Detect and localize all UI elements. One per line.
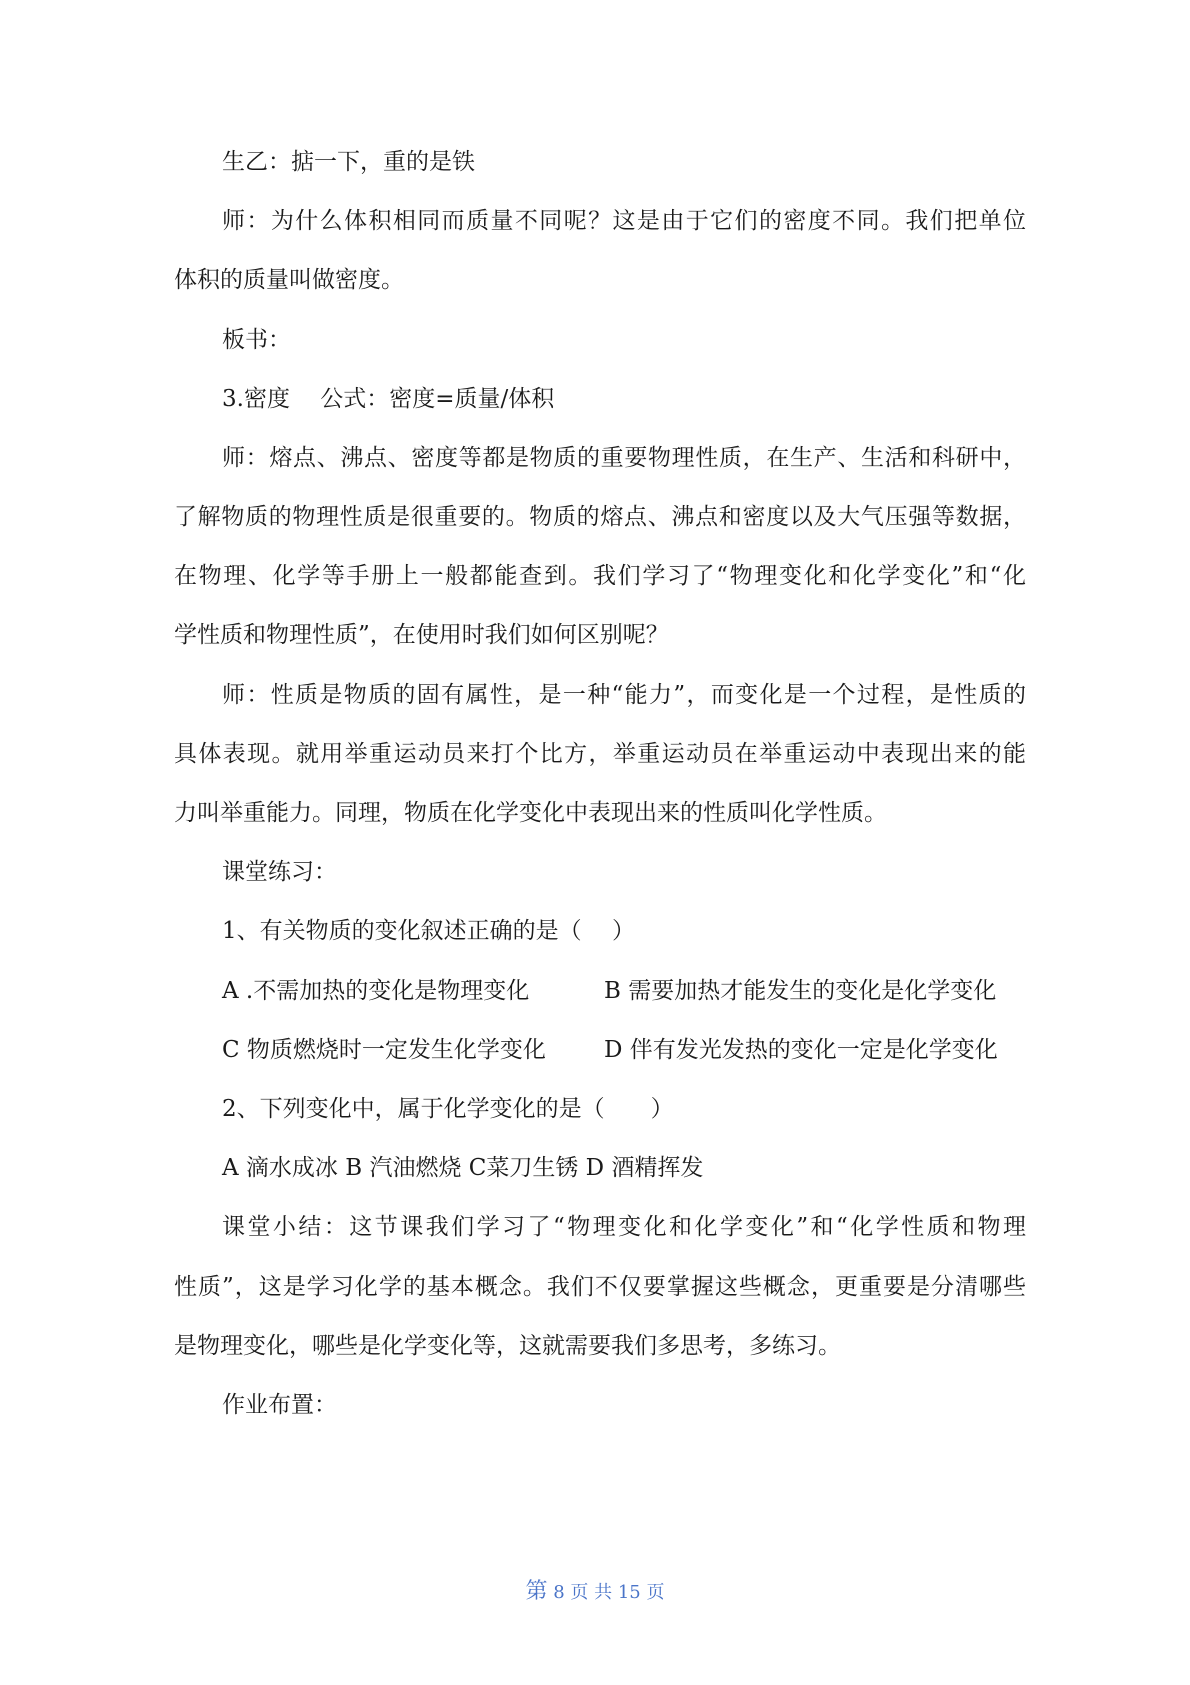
paragraph-line: 力叫举重能力。同理，物质在化学变化中表现出来的性质叫化学性质。	[174, 800, 887, 826]
paragraph-line: 具体表现。就用举重运动员来打个比方，举重运动员在举重运动中表现出来的能	[174, 741, 1026, 767]
paragraph-line: 了解物质的物理性质是很重要的。物质的熔点、沸点和密度以及大气压强等数据，	[174, 504, 1026, 530]
footer-page-info: 8 页 共 15 页	[547, 1582, 665, 1603]
section-heading: 作业布置：	[222, 1392, 337, 1418]
question-line: 1、有关物质的变化叙述正确的是（ ）	[222, 918, 635, 944]
section-heading: 课堂练习：	[222, 859, 337, 885]
formula-line: 3.密度 公式：密度=质量/体积	[222, 386, 555, 412]
option-d: D 伴有发光发热的变化一定是化学变化	[604, 1037, 998, 1063]
paragraph-line: 师：性质是物质的固有属性，是一种“能力”，而变化是一个过程，是性质的	[222, 682, 1026, 708]
paragraph-line: 在物理、化学等手册上一般都能查到。我们学习了“物理变化和化学变化”和“化	[174, 563, 1026, 589]
option-a: A .不需加热的变化是物理变化	[222, 978, 530, 1004]
question-line: 2、下列变化中，属于化学变化的是（ ）	[222, 1096, 674, 1122]
paragraph-line: 性质”，这是学习化学的基本概念。我们不仅要掌握这些概念，更重要是分清哪些	[174, 1274, 1026, 1300]
paragraph-line: 体积的质量叫做密度。	[174, 267, 404, 293]
paragraph-line: 板书：	[222, 327, 291, 353]
paragraph-line: 师：为什么体积相同而质量不同呢？这是由于它们的密度不同。我们把单位	[222, 208, 1026, 234]
paragraph-line: 生乙：掂一下，重的是铁	[222, 149, 475, 175]
paragraph-line: 师：熔点、沸点、密度等都是物质的重要物理性质，在生产、生活和科研中，	[222, 445, 1026, 471]
option-c: C 物质燃烧时一定发生化学变化	[222, 1037, 546, 1063]
page-number-footer	[0, 1580, 1190, 1605]
footer-prefix: 第	[525, 1579, 548, 1604]
option-b: B 需要加热才能发生的变化是化学变化	[604, 978, 997, 1004]
options-line: A 滴水成冰 B 汽油燃烧 C菜刀生锈 D 酒精挥发	[222, 1155, 704, 1181]
paragraph-line: 学性质和物理性质”，在使用时我们如何区别呢？	[174, 622, 669, 648]
paragraph-line: 课堂小结：这节课我们学习了“物理变化和化学变化”和“化学性质和物理	[222, 1214, 1026, 1240]
paragraph-line: 是物理变化，哪些是化学变化等，这就需要我们多思考，多练习。	[174, 1333, 841, 1359]
